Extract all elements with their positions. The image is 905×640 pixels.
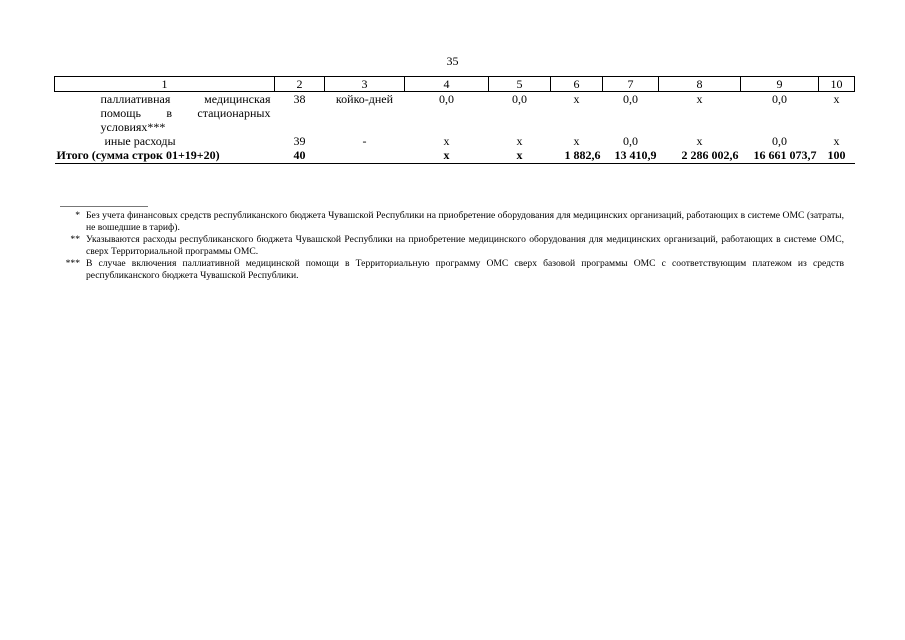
data-table xyxy=(54,76,855,164)
footnote-mark: * xyxy=(75,210,80,221)
total-cell-10: 100 xyxy=(819,148,855,164)
footnote-text: В случае включения паллиативной медицинской помощи в Территориальную программу ОМС сверх базовой программы ОМС с соответствующим платежом из средств республиканского бюджета Чувашской Республики. xyxy=(86,258,844,281)
column-header-10: 10 xyxy=(819,77,855,92)
footnote-text: Указываются расходы республиканского бюджета Чувашской Республики на приобретение медицинского оборудования для медицинских организаций, работающих в системе ОМС, сверх Территориальной программы ОМС. xyxy=(86,234,844,257)
total-row xyxy=(55,148,855,164)
total-code: 40 xyxy=(275,148,325,164)
row-cell-10: х xyxy=(833,134,840,148)
column-header-6: 6 xyxy=(551,77,603,92)
footnote-item xyxy=(54,258,844,281)
footnote-mark: *** xyxy=(65,258,80,269)
row-unit: - xyxy=(362,134,367,148)
table-container xyxy=(54,76,855,164)
footnote-item xyxy=(54,234,844,257)
page-number: 35 xyxy=(446,54,459,68)
row-unit: койко-дней xyxy=(335,92,394,106)
total-cell-8: 2 286 002,6 xyxy=(659,148,741,164)
column-header-3: 3 xyxy=(325,77,405,92)
table-row xyxy=(55,92,855,135)
column-header-4: 4 xyxy=(405,77,489,92)
column-header-7: 7 xyxy=(603,77,659,92)
total-name: Итого (сумма строк 01+19+20) xyxy=(55,148,275,164)
row-cell-9: 0,0 xyxy=(772,92,787,106)
total-cell-4: х xyxy=(405,148,489,164)
footnotes xyxy=(54,210,844,282)
footnote-mark: ** xyxy=(70,234,80,245)
row-code: 38 xyxy=(293,92,306,106)
header-row xyxy=(55,77,855,92)
footnote-divider xyxy=(60,206,148,207)
column-header-9: 9 xyxy=(741,77,819,92)
total-cell-5: х xyxy=(489,148,551,164)
row-cell-7: 0,0 xyxy=(623,92,638,106)
column-header-5: 5 xyxy=(489,77,551,92)
row-cell-5: х xyxy=(516,134,523,148)
total-cell-7: 13 410,9 xyxy=(603,148,659,164)
row-cell-8: х xyxy=(696,134,703,148)
row-cell-6: х xyxy=(573,92,580,106)
footnote-item xyxy=(54,210,844,233)
footnote-text: Без учета финансовых средств республиканского бюджета Чувашской Республики на приобретение оборудования для медицинских организаций, работающих в системе ОМС (затраты, не вошедшие в тариф). xyxy=(86,210,844,233)
row-cell-9: 0,0 xyxy=(772,134,787,148)
row-cell-7: 0,0 xyxy=(623,134,638,148)
column-header-1: 1 xyxy=(55,77,275,92)
row-cell-8: х xyxy=(696,92,703,106)
column-header-2: 2 xyxy=(275,77,325,92)
row-cell-4: х xyxy=(443,134,450,148)
column-header-8: 8 xyxy=(659,77,741,92)
row-name: паллиативная медицинская помощь в стационарных условиях*** xyxy=(100,92,271,134)
total-cell-6: 1 882,6 xyxy=(551,148,603,164)
row-code: 39 xyxy=(293,134,306,148)
total-unit xyxy=(325,148,405,164)
row-cell-5: 0,0 xyxy=(512,92,527,106)
row-cell-10: х xyxy=(833,92,840,106)
row-cell-4: 0,0 xyxy=(439,92,454,106)
total-cell-9: 16 661 073,7 xyxy=(741,148,819,164)
table-row xyxy=(55,134,855,148)
row-cell-6: х xyxy=(573,134,580,148)
row-name: иные расходы xyxy=(104,134,176,148)
